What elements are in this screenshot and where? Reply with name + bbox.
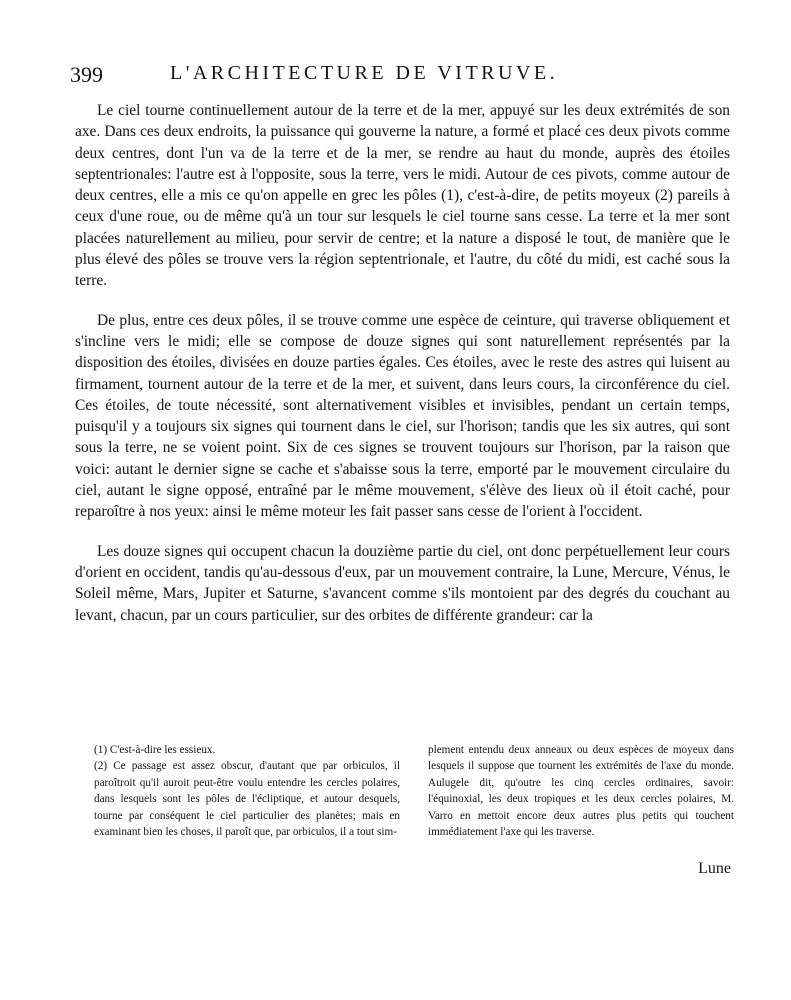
running-title: L'ARCHITECTURE DE VITRUVE. <box>170 62 559 84</box>
footnote-2-continued: plement entendu deux anneaux ou deux espèces de moyeux dans lesquels il suppose que tournent les extrémités de l'axe du monde. Aulugele dit, qu'outre les cinq cercles ordinaires, savoir: l'équinoxial, les deux tropiques et les deux cercles polaires, M. Varro en mettoit encore deux autres plus petits qui touchent immédiatement l'axe qui les traverse. <box>428 744 734 839</box>
footnote-1: (1) C'est-à-dire les essieux. <box>94 744 216 756</box>
footnotes-left-column <box>94 742 400 840</box>
page-number: 399 <box>70 62 103 87</box>
paragraph-1: Le ciel tourne continuellement autour de la terre et de la mer, appuyé sur les deux extrémités de son axe. Dans ces deux endroits, la puissance qui gouverne la nature, a formé et placé ces deux pivots comme deux centres, dont l'un va de la terre et de la mer, se rendre au haut du monde, auprès des étoiles septentrionales: l'autre est à l'opposite, sous la terre, vers le midi. Autour de ces pivots, comme autour de deux centres, elle a mis ce qu'on appelle en grec les pôles (1), c'est-à-dire, de petits moyeux (2) pareils à ceux d'une roue, ou de même qu'à un tour sur lesquels le ciel tourne sans cesse. La terre et la mer sont placées naturellement au milieu, pour servir de centre; et la nature a disposé le tout, de manière que le plus élevé des pôles se trouve vers la région septentrionale, et l'autre, du côté du midi, est caché sous la terre. <box>75 102 730 290</box>
footnotes <box>94 742 734 840</box>
page-header <box>70 60 735 92</box>
footnotes-right-column <box>428 742 734 840</box>
paragraph-3: Les douze signes qui occupent chacun la douzième partie du ciel, ont donc perpétuellement leur cours d'orient en occident, tandis qu'au-dessous d'eux, par un mouvement contraire, la Lune, Mercure, Vénus, le Soleil même, Mars, Jupiter et Saturne, s'avancent comme s'ils montoient par des degrés du couchant au levant, chacun, par un cours particulier, sur des orbites de différente grandeur: car la <box>75 542 730 624</box>
paragraph-2: De plus, entre ces deux pôles, il se trouve comme une espèce de ceinture, qui traverse obliquement et s'incline vers le midi; elle se compose de douze signes qui sont naturellement représentés par la disposition des étoiles, divisées en douze parties égales. Ces étoiles, avec le reste des astres qui luisent au firmament, tournent autour de la terre et de la mer, et suivent, dans leurs cours, la circonférence du ciel. Ces étoiles, de toute nécessité, sont alternativement visibles et invisibles, pendant un certain temps, puisqu'il y a toujours six signes qui tournent dans le ciel, sur l'horison; tandis que les six autres, qui sont sous la terre, ne se voient point. Six de ces signes se trouvent toujours sur l'horison, par la raison que voici: autant le dernier signe se cache et s'abaisse sous la terre, emporté par le mouvement circulaire du ciel, autant le signe opposé, entraîné par le même mouvement, s'élève des lieux où il étoit caché, pour reparoître à nos yeux: ainsi le même moteur les fait passer sans cesse de l'orient à l'occident. <box>75 311 730 521</box>
main-text <box>75 100 730 644</box>
footnote-2: (2) Ce passage est assez obscur, d'autant que par orbiculos, il paroîtroit qu'il auroit peut-être voulu entendre les cercles polaires, dans lesquels sont les pôles de l'écliptique, et autour desquels, tourne par conséquent le ciel particulier des planètes; mais en examinant bien les choses, il paroît que, par orbiculos, il a tout sim- <box>94 760 400 839</box>
catchword: Lune <box>698 860 731 877</box>
